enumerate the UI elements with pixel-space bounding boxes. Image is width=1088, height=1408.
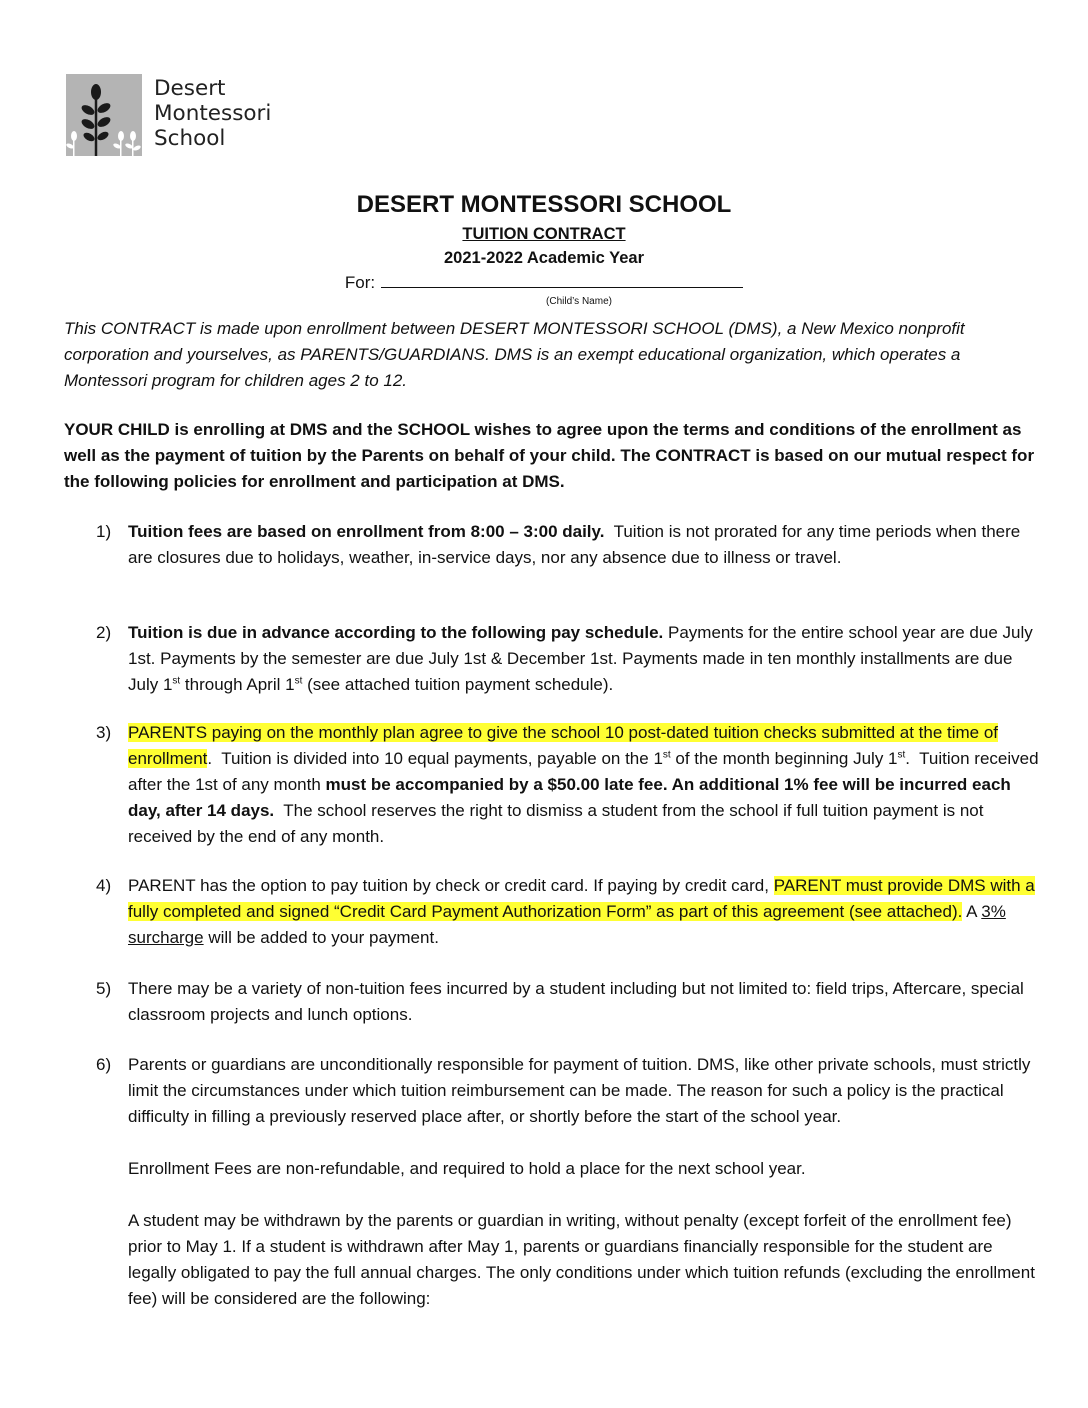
item-text: Payments for the entire school year are due July 1st. Payments by the semester are due July 1st & December 1st. Payments made in ten monthly installments are due July 1 (128, 623, 1033, 694)
policy-list-2 (96, 620, 1040, 698)
enrollment-fees-paragraph: Enrollment Fees are non-refundable, and required to hold a place for the next school year. (128, 1159, 806, 1178)
item-text: (see attached tuition payment schedule). (302, 675, 614, 694)
item-text: will be added to your payment. (203, 928, 439, 947)
intro-paragraph: This CONTRACT is made upon enrollment between DESERT MONTESSORI SCHOOL (DMS), a New Mexico nonprofit corporation and yourselves, as PARENTS/GUARDIANS. DMS is an exempt educational organization, which operates a Montessori program for children ages 2 to 12. (64, 319, 965, 390)
document-title: DESERT MONTESSORI SCHOOL (356, 191, 732, 218)
item-bold-text: Tuition is due in advance according to the following pay schedule. (128, 623, 664, 642)
item-bold-text: must be accompanied by a $50.00 late fee. An additional 1% fee will be incurred each day, after 14 days. (128, 775, 1011, 820)
document-header (0, 190, 1088, 309)
superscript: st (172, 675, 181, 687)
policy-item-3 (96, 720, 1044, 850)
item-text: There may be a variety of non-tuition fees incurred by a student including but not limited to: field trips, Aftercare, special classroom projects and lunch options. (128, 979, 1024, 1024)
policy-list-6 (96, 1052, 1040, 1312)
superscript: st (897, 749, 906, 761)
item-bold-text: Tuition fees are based on enrollment from 8:00 – 3:00 daily. (128, 522, 605, 541)
item-text: Tuition is not prorated for any time periods when there are closures due to holidays, weather, in-service days, nor any absence due to illness or travel. (128, 522, 1025, 567)
superscript: st (662, 749, 671, 761)
item-text: PARENT has the option to pay tuition by check or credit card. If paying by credit card, (128, 876, 774, 895)
policy-list-3 (96, 720, 1044, 850)
academic-year: 2021-2022 Academic Year (444, 249, 644, 267)
logo-line-2: Montessori (154, 101, 272, 126)
item-text: The school reserves the right to dismiss a student from the school if full tuition payment is not received by the end of any month. (128, 801, 989, 846)
item-text: . Tuition is divided into 10 equal payments, payable on the 1 (207, 749, 663, 768)
child-name-field (0, 272, 1088, 294)
policy-item-1 (96, 519, 1040, 571)
policy-list-1 (96, 519, 1040, 571)
item-number: 5) (96, 979, 112, 998)
withdrawal-paragraph: A student may be withdrawn by the parents or guardian in writing, without penalty (except forfeit of the enrollment fee) prior to May 1. If a student is withdrawn after May 1, parents or guardians financially responsible for the student are legally obligated to pay the full annual charges. The only conditions under which tuition refunds (excluding the enrollment fee) will be considered are the following: (128, 1211, 1035, 1308)
child-name-blank (381, 273, 743, 288)
plant-icon (66, 74, 142, 156)
child-name-caption: (Child’s Name) (546, 296, 612, 307)
policy-item-4 (96, 873, 1040, 951)
preamble-paragraph: YOUR CHILD is enrolling at DMS and the SCHOOL wishes to agree upon the terms and conditions of the enrollment as well as the payment of tuition by the Parents on behalf of your child. The CONTRACT is based on our mutual respect for the following policies for enrollment and participation at DMS. (64, 420, 1035, 491)
policy-list-4 (96, 873, 1040, 951)
school-logo (66, 74, 271, 156)
superscript: st (294, 675, 303, 687)
surcharge-underlined: 3% surcharge (128, 902, 1006, 947)
policy-item-5 (96, 976, 1040, 1028)
logo-line-1: Desert (154, 76, 226, 101)
policy-item-6 (96, 1052, 1040, 1312)
for-label: For: (344, 273, 376, 292)
policy-list-5 (96, 976, 1040, 1028)
item-number: 1) (96, 522, 112, 541)
item-number: 3) (96, 723, 112, 742)
item-text: of the month beginning July 1 (670, 749, 898, 768)
item-number: 4) (96, 876, 112, 895)
document-subtitle: TUITION CONTRACT (462, 225, 626, 243)
logo-wordmark (154, 76, 271, 151)
item-text: through April 1 (180, 675, 295, 694)
item-number: 6) (96, 1055, 112, 1074)
item-number: 2) (96, 623, 112, 642)
policy-item-2 (96, 620, 1040, 698)
item-text: A (962, 902, 982, 921)
highlighted-text: PARENTS paying on the monthly plan agree to give the school 10 post-dated tuition checks submitted at the time of enrollment (128, 723, 999, 768)
item-text: Parents or guardians are unconditionally responsible for payment of tuition. DMS, like other private schools, must strictly limit the circumstances under which tuition reimbursement can be made. The reason for such a policy is the practical difficulty in filling a previously reserved place after, or shortly before the start of the school year. (128, 1055, 1031, 1126)
logo-line-3: School (154, 126, 226, 151)
item-text: . Tuition received after the 1st of any month (128, 749, 1044, 794)
highlighted-text: PARENT must provide DMS with a fully completed and signed “Credit Card Payment Authorization Form” as part of this agreement (see attached). (128, 876, 1035, 921)
